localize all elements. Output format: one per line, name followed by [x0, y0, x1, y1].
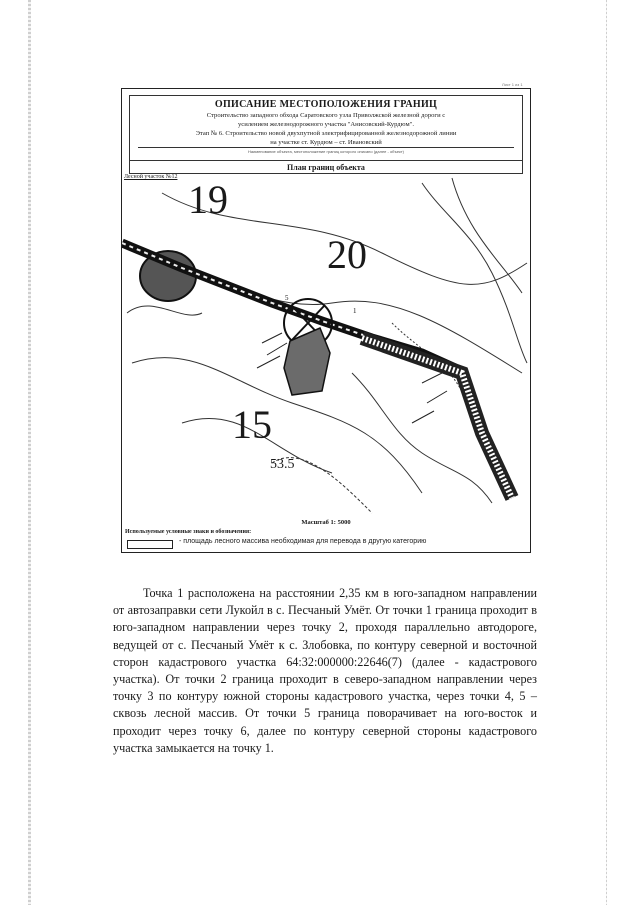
document-title: ОПИСАНИЕ МЕСТОПОЛОЖЕНИЯ ГРАНИЦ: [214, 99, 438, 110]
header-line-4: на участке ст. Курдюм – ст. Ивановский: [270, 139, 382, 146]
boundary-description-text: Точка 1 расположена на расстоянии 2,35 км в юго-западном направлении от автозаправки сети Лукойл в с. Песчаный Умёт. От точки 1 граница проходит в юго-западном направлении через точку 2, проходя параллельно автодороге, ведущей от с. Песчаный Умёт к с. Злобовка, по контуру северной и восточной сторон кадастрового участка 64:32:000000:22646(7) (далее - кадастрового участка). От точки 2 граница проходит в северо-западном направлении через точку 3 по контуру южной стороны кадастрового участка, через точки 4, 5 – сквозь лесной массив. От точки 5 граница поворачивает на юго-восток и проходит через точку 6, далее по контуру северной стороны кадастрового участка замыкается на точку 1.: [113, 586, 537, 755]
map-number-19: 19: [188, 177, 228, 222]
transfer-area: [284, 328, 330, 395]
header-line-3: Этап № 6. Строительство новой двухпутной электрифицированной железнодорожной линии: [195, 130, 457, 137]
scan-right-edge: [606, 0, 607, 905]
hatch-marks: [257, 333, 447, 423]
header-rule: [138, 147, 514, 148]
header-line-1: Строительство западного обхода Саратовского узла Приволжской железной дороги с: [206, 112, 446, 119]
legend-item: - площадь лесного массива необходимая для перевода в другую категорию: [179, 538, 427, 545]
point-label-5: 5: [285, 294, 289, 302]
header-line-2: усилением железнодорожного участка "Анисовский-Курдюм".: [238, 121, 414, 128]
boundary-map: [122, 173, 530, 517]
plan-heading: План границ объекта: [129, 161, 523, 174]
scan-left-edge: [28, 0, 31, 905]
legend-swatch: [127, 540, 173, 549]
height-mark: 53.5: [270, 457, 295, 472]
point-label-1: 1: [353, 307, 357, 315]
boundary-description-frame: [121, 88, 531, 553]
header-caption: Наименование объекта, местоположение границ которого описано (далее - объект): [247, 149, 405, 154]
map-scale: Масштаб 1: 5000: [301, 519, 351, 526]
document-header: [129, 95, 523, 161]
map-number-15: 15: [232, 402, 272, 447]
forest-plot-label: Лесной участок №12: [124, 174, 178, 180]
sheet-note: Лист 1 из 1: [502, 82, 523, 87]
legend-title: Используемые условные знаки и обозначения:: [125, 529, 252, 535]
railway-corridor: [362, 338, 512, 498]
map-number-20: 20: [327, 232, 367, 277]
